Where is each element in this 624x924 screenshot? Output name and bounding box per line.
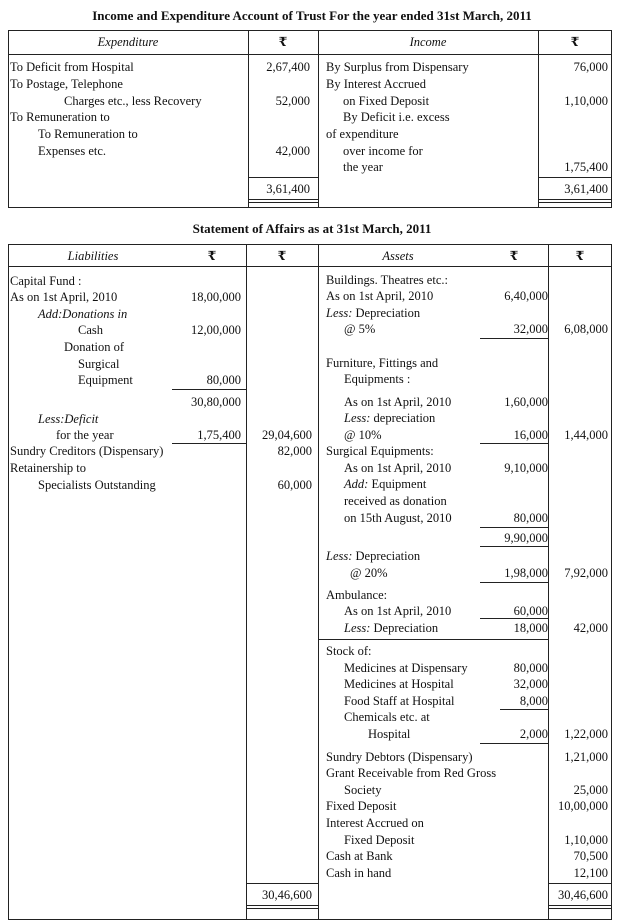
ie-rule-header bbox=[8, 54, 612, 55]
ie-vline-mid bbox=[318, 30, 319, 207]
ie-right-line: By Deficit i.e. excess bbox=[343, 110, 450, 124]
liab-surgical: Surgical bbox=[78, 357, 120, 371]
asset-s-as-on-amount: 9,10,000 bbox=[504, 461, 548, 475]
asset-debtors: Sundry Debtors (Dispensary) bbox=[326, 750, 473, 764]
liab-specialists-amount: 60,000 bbox=[277, 478, 312, 492]
asset-s-received: received as donation bbox=[344, 494, 447, 508]
ie-header-expenditure: Expenditure bbox=[97, 35, 159, 49]
asset-s-dep-rule bbox=[480, 582, 548, 583]
ie-right-total-top bbox=[538, 177, 612, 178]
asset-furniture: Furniture, Fittings and bbox=[326, 356, 439, 370]
liab-retainership: Retainership to bbox=[10, 461, 87, 475]
asset-a-as-on: As on 1st April, 2010 bbox=[344, 604, 452, 618]
liab-subtotal-rule bbox=[172, 389, 246, 390]
asset-interest-fd: Fixed Deposit bbox=[344, 833, 415, 847]
asset-fd-amount: 10,00,000 bbox=[558, 799, 608, 813]
sa-header-rupee-3: ₹ bbox=[509, 249, 519, 263]
asset-b-dep-amount: 32,000 bbox=[513, 322, 548, 336]
asset-s-as-on: As on 1st April, 2010 bbox=[344, 461, 452, 475]
asset-st-hosp-amount: 32,000 bbox=[513, 677, 548, 691]
liab-cash-amount: 12,00,000 bbox=[191, 323, 241, 337]
liab-capital-total: 29,04,600 bbox=[262, 428, 312, 442]
ie-header-rupee-right: ₹ bbox=[570, 35, 580, 49]
asset-st-food-amount: 8,000 bbox=[519, 694, 548, 708]
asset-fd: Fixed Deposit bbox=[326, 799, 397, 813]
asset-bank: Cash at Bank bbox=[326, 849, 393, 863]
sa-rule-top bbox=[8, 244, 612, 245]
liab-for-year: for the year bbox=[56, 428, 114, 442]
ie-vline-amt2 bbox=[538, 30, 539, 207]
asset-b-as-on: As on 1st April, 2010 bbox=[326, 289, 434, 303]
asset-a-less: Less: Depreciation bbox=[344, 621, 439, 635]
liab-as-on: As on 1st April, 2010 bbox=[10, 290, 118, 304]
asset-f-less: Less: depreciation bbox=[344, 411, 436, 425]
ie-header-income: Income bbox=[409, 35, 447, 49]
asset-s-sub-rule bbox=[480, 546, 548, 547]
asset-s-add-amount: 80,000 bbox=[513, 511, 548, 525]
liab-equipment: Equipment bbox=[78, 373, 133, 387]
ie-right-amount: 1,10,000 bbox=[564, 94, 608, 108]
asset-society: Society bbox=[344, 783, 382, 797]
asset-f-rule bbox=[480, 443, 548, 444]
ie-vline-amt bbox=[248, 30, 249, 207]
ie-left-total: 3,61,400 bbox=[266, 182, 310, 196]
asset-st-hosp: Medicines at Hospital bbox=[344, 677, 454, 691]
asset-hand-amount: 12,100 bbox=[573, 866, 608, 880]
sa-vline-asset-inner bbox=[548, 244, 549, 920]
ie-right-total-bottom2 bbox=[538, 202, 612, 203]
liab-equipment-amount: 80,000 bbox=[206, 373, 241, 387]
asset-f-rate: @ 10% bbox=[344, 428, 382, 442]
liab-deficit-rule bbox=[172, 443, 246, 444]
asset-st-total: 1,22,000 bbox=[564, 727, 608, 741]
ie-right-line: over income for bbox=[343, 144, 423, 158]
asset-s-rule bbox=[480, 527, 548, 528]
asset-f-net: 1,44,000 bbox=[564, 428, 608, 442]
liab-deficit-amount: 1,75,400 bbox=[197, 428, 241, 442]
asset-b-rule bbox=[480, 338, 548, 339]
liab-donation-of: Donation of bbox=[64, 340, 125, 354]
asset-a-divider bbox=[318, 639, 548, 640]
asset-s-on: on 15th August, 2010 bbox=[344, 511, 452, 525]
asset-st-chem: Chemicals etc. at bbox=[344, 710, 430, 724]
sa-vline-mid bbox=[318, 244, 319, 920]
asset-a-rule bbox=[480, 618, 548, 619]
ie-right-line: of expenditure bbox=[326, 127, 399, 141]
ie-vline-left bbox=[8, 30, 9, 207]
liab-creditors-amount: 82,000 bbox=[277, 444, 312, 458]
ie-right-line: the year bbox=[343, 160, 383, 174]
asset-s-net: 7,92,000 bbox=[564, 566, 608, 580]
ie-left-line: To Remuneration to bbox=[38, 127, 138, 141]
asset-f-dep-amount: 16,000 bbox=[513, 428, 548, 442]
asset-b-as-on-amount: 6,40,000 bbox=[504, 289, 548, 303]
ie-title: Income and Expenditure Account of Trust For the year ended 31st March, 2011 bbox=[92, 8, 532, 23]
asset-grant: Grant Receivable from Red Gross bbox=[326, 766, 497, 780]
ie-right-amount: 76,000 bbox=[573, 60, 608, 74]
asset-f-as-on-amount: 1,60,000 bbox=[504, 395, 548, 409]
liab-specialists: Specialists Outstanding bbox=[38, 478, 156, 492]
ie-right-total-bottom1 bbox=[538, 199, 612, 200]
asset-st-rule bbox=[480, 743, 548, 744]
ie-right-amount: 1,75,400 bbox=[564, 160, 608, 174]
liab-less-deficit: Less:Deficit bbox=[38, 412, 99, 426]
ie-left-total-top bbox=[248, 177, 318, 178]
ie-left-line: To Deficit from Hospital bbox=[10, 60, 134, 74]
asset-total-bottom1 bbox=[548, 905, 612, 906]
ie-vline-right bbox=[611, 30, 612, 207]
ie-header-rupee-left: ₹ bbox=[278, 35, 288, 49]
sa-title: Statement of Affairs as at 31st March, 2011 bbox=[192, 221, 432, 236]
asset-total-bottom2 bbox=[548, 908, 612, 909]
asset-a-net: 42,000 bbox=[573, 621, 608, 635]
ie-left-line: Expenses etc. bbox=[38, 144, 107, 158]
asset-total-top bbox=[548, 883, 612, 884]
sa-rule-header bbox=[8, 266, 612, 267]
asset-a-as-on-amount: 60,000 bbox=[513, 604, 548, 618]
liab-as-on-amount: 18,00,000 bbox=[191, 290, 241, 304]
ie-rule-bottom bbox=[8, 207, 612, 208]
asset-interest: Interest Accrued on bbox=[326, 816, 424, 830]
asset-stock: Stock of: bbox=[326, 644, 372, 658]
asset-s-rate: @ 20% bbox=[350, 566, 388, 580]
ie-left-line: Charges etc., less Recovery bbox=[64, 94, 202, 108]
liab-subtotal: 30,80,000 bbox=[191, 395, 241, 409]
sa-rule-bottom bbox=[8, 919, 612, 920]
sa-header-rupee-2: ₹ bbox=[277, 249, 287, 263]
asset-s-dep-amount: 1,98,000 bbox=[504, 566, 548, 580]
liab-cash: Cash bbox=[78, 323, 103, 337]
asset-interest-amount: 1,10,000 bbox=[564, 833, 608, 847]
sa-header-rupee-1: ₹ bbox=[207, 249, 217, 263]
ie-right-line: on Fixed Deposit bbox=[343, 94, 430, 108]
asset-b-net: 6,08,000 bbox=[564, 322, 608, 336]
sa-header-liabilities: Liabilities bbox=[67, 249, 119, 263]
asset-society-amount: 25,000 bbox=[573, 783, 608, 797]
liab-capital-fund: Capital Fund : bbox=[10, 274, 82, 288]
asset-st-chem-amount: 2,000 bbox=[519, 727, 548, 741]
liab-total-top bbox=[246, 883, 318, 884]
asset-s-add: Add: Equipment bbox=[344, 477, 427, 491]
ie-left-total-bottom2 bbox=[248, 202, 318, 203]
asset-s-subtotal: 9,90,000 bbox=[504, 531, 548, 545]
ie-right-total: 3,61,400 bbox=[564, 182, 608, 196]
asset-a-dep-amount: 18,000 bbox=[513, 621, 548, 635]
ie-right-line: By Interest Accrued bbox=[326, 77, 426, 91]
liab-creditors: Sundry Creditors (Dispensary) bbox=[10, 444, 164, 458]
sa-header-rupee-4: ₹ bbox=[575, 249, 585, 263]
asset-st-hospital: Hospital bbox=[368, 727, 411, 741]
asset-st-disp: Medicines at Dispensary bbox=[344, 661, 468, 675]
asset-equipments: Equipments : bbox=[344, 372, 411, 386]
asset-s-less: Less: Depreciation bbox=[326, 549, 421, 563]
liab-total: 30,46,600 bbox=[262, 888, 312, 902]
ie-left-line: To Postage, Telephone bbox=[10, 77, 123, 91]
liab-add-donations: Add:Donations in bbox=[38, 307, 128, 321]
asset-bank-amount: 70,500 bbox=[573, 849, 608, 863]
ie-left-total-bottom1 bbox=[248, 199, 318, 200]
ie-left-amount: 42,000 bbox=[275, 144, 310, 158]
ie-left-amount: 52,000 bbox=[275, 94, 310, 108]
ie-left-amount: 2,67,400 bbox=[266, 60, 310, 74]
asset-debtors-amount: 1,21,000 bbox=[564, 750, 608, 764]
ie-left-line: To Remuneration to bbox=[10, 110, 110, 124]
liab-total-bottom2 bbox=[246, 908, 318, 909]
ie-right-line: By Surplus from Dispensary bbox=[326, 60, 469, 74]
asset-st-food: Food Staff at Hospital bbox=[344, 694, 455, 708]
asset-hand: Cash in hand bbox=[326, 866, 392, 880]
asset-f-as-on: As on 1st April, 2010 bbox=[344, 395, 452, 409]
asset-buildings: Buildings. Theatres etc.: bbox=[326, 273, 448, 287]
asset-st-disp-amount: 80,000 bbox=[513, 661, 548, 675]
liab-total-bottom1 bbox=[246, 905, 318, 906]
asset-total: 30,46,600 bbox=[558, 888, 608, 902]
asset-st-food-rule bbox=[500, 709, 548, 710]
asset-b-rate: @ 5% bbox=[344, 322, 376, 336]
sa-vline-left bbox=[8, 244, 9, 920]
ie-rule-top bbox=[8, 30, 612, 31]
sa-header-assets: Assets bbox=[382, 249, 414, 263]
asset-surgical: Surgical Equipments: bbox=[326, 444, 434, 458]
asset-ambulance: Ambulance: bbox=[326, 588, 388, 602]
sa-vline-right bbox=[611, 244, 612, 920]
sa-vline-liab-inner bbox=[246, 244, 247, 920]
asset-b-less: Less: Depreciation bbox=[326, 306, 421, 320]
